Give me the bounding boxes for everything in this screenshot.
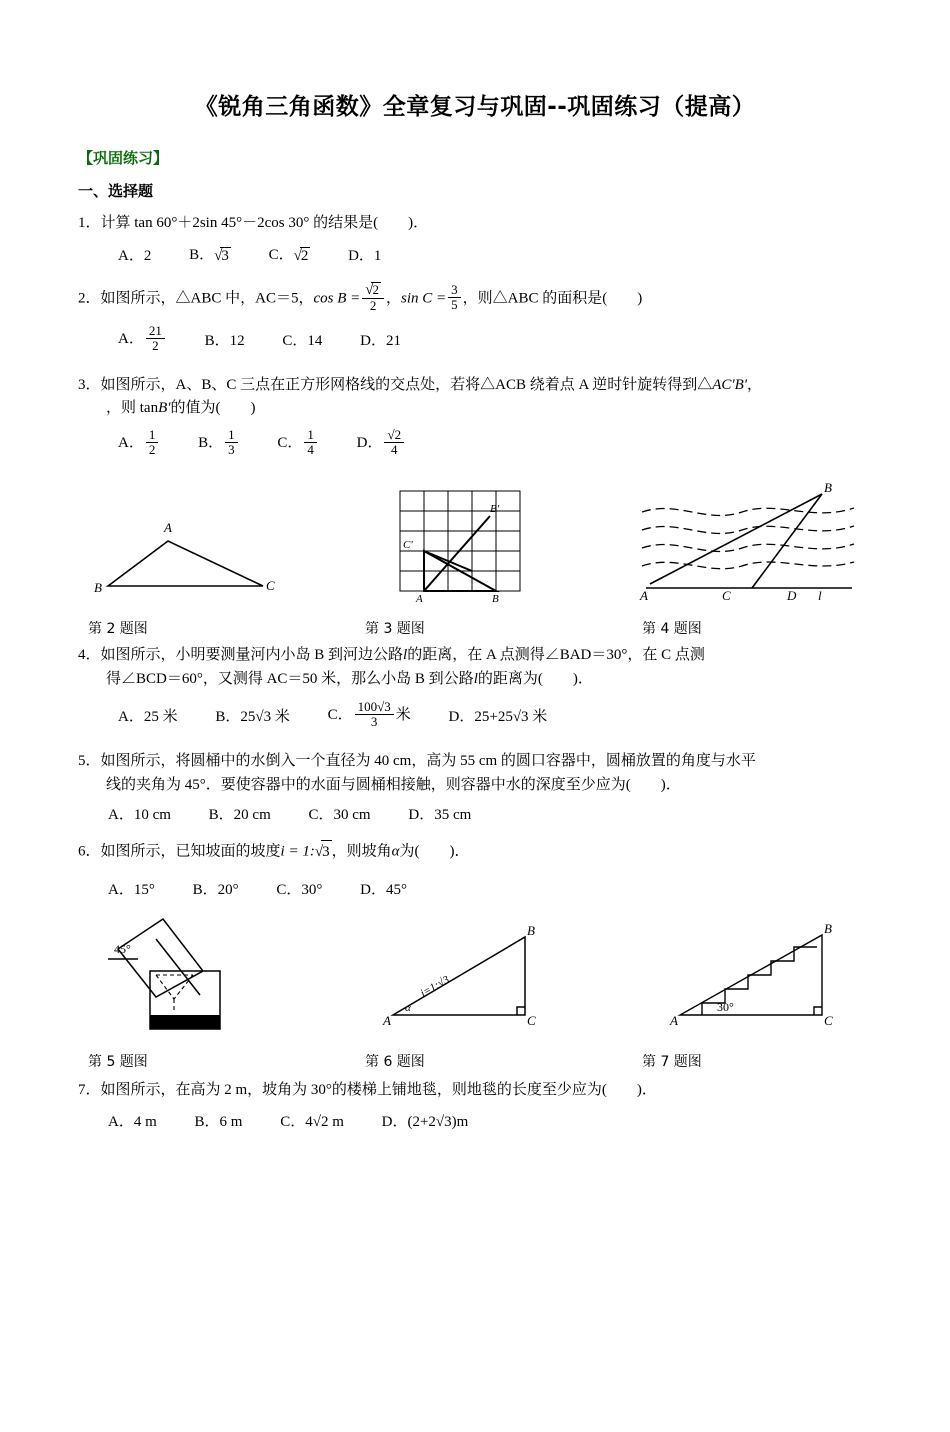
- question-5: [78, 750, 872, 797]
- svg-text:C: C: [722, 588, 731, 604]
- section-heading: 【巩固练习】: [78, 149, 169, 167]
- option-2-c: C．14: [282, 332, 323, 349]
- figure-2-caption: 第 2 题图: [88, 621, 148, 638]
- svg-text:C: C: [266, 578, 275, 594]
- option-5-b: B．20 cm: [208, 806, 271, 823]
- figure-6-caption: 第 6 题图: [365, 1054, 425, 1071]
- option-7-c: C．4√2 m: [280, 1114, 344, 1131]
- option-5-a: A．10 cm: [108, 806, 171, 823]
- option-6-b: B．20°: [192, 882, 239, 899]
- option-2-a: A． $\frac{21}{2}$: [118, 325, 167, 355]
- question-7-text: 如图所示，在高为 2 m，坡角为 30°的楼梯上铺地毯，则地毯的长度至少应为( )．: [100, 1082, 657, 1099]
- svg-text:A: A: [640, 588, 648, 604]
- option-1-d: D．1: [348, 247, 382, 264]
- option-3-c: C． $\frac{1}{4}$: [277, 429, 319, 459]
- option-4-d: D．25+25√3 米: [448, 709, 548, 726]
- figure-captions-row-2: [78, 1043, 872, 1071]
- question-3-text-b: ，则 tan: [106, 400, 159, 417]
- alpha-symbol: α: [391, 843, 400, 860]
- svg-text:A: A: [416, 593, 423, 606]
- option-4-c: C． $\frac{100√3}{3}$ 米: [327, 698, 411, 730]
- option-5-c: C．30 cm: [308, 806, 371, 823]
- figure-captions-row-1: [78, 610, 872, 638]
- svg-text:30°: 30°: [717, 1000, 734, 1015]
- svg-text:B: B: [824, 921, 832, 937]
- figure-5-caption: 第 5 题图: [88, 1054, 148, 1071]
- option-1-a: A．2: [118, 247, 152, 264]
- slope-radicand: 3: [321, 840, 332, 864]
- question-4-number: 4．: [78, 647, 101, 664]
- question-3-number: 3．: [78, 377, 101, 394]
- figure-row-1: [78, 476, 872, 606]
- figure-3-svg: [380, 476, 540, 606]
- question-3: 3．如图所示，A、B、C 三点在正方形网格线的交点处，若将△ACB 绕着点 A 逆时针旋转得到△AC'B'， ，则 tanB'的值为( ): [78, 377, 762, 417]
- question-5-text-b: 线的夹角为 45°．要使容器中的水面与圆桶相接触，则容器中水的深度至少应为( )．: [106, 776, 681, 793]
- svg-text:45°: 45°: [114, 942, 131, 957]
- svg-text:B: B: [824, 480, 832, 496]
- option-7-b: B．6 m: [194, 1114, 243, 1131]
- svg-text:C': C': [403, 539, 413, 552]
- question-5-number: 5．: [78, 753, 101, 770]
- question-3-text-c: 的值为( ): [170, 400, 256, 417]
- question-7-options: [78, 1110, 872, 1131]
- question-1-number: 1．: [78, 215, 101, 231]
- formula-sin-c: sin C =: [400, 290, 447, 307]
- option-1-c: C．√2: [268, 247, 309, 264]
- option-4-a: A．25 米: [118, 709, 178, 726]
- question-3-options: [78, 426, 872, 459]
- question-7: [78, 1079, 872, 1102]
- question-3-triangle-label: AC'B': [712, 377, 747, 394]
- option-2-b: B．12: [204, 332, 245, 349]
- question-4: [78, 644, 872, 691]
- slope-formula: i = 1:: [280, 843, 315, 860]
- svg-text:C: C: [527, 1013, 536, 1029]
- option-2-d: D．21: [360, 332, 401, 349]
- option-5-d: D．35 cm: [408, 806, 472, 823]
- option-3-d: D． $\frac{√2}{4}$: [357, 429, 406, 459]
- question-6-text-c: 为( )．: [399, 843, 470, 860]
- question-1-options: [78, 243, 872, 265]
- figure-4-caption: 第 4 题图: [642, 621, 702, 638]
- question-7-number: 7．: [78, 1082, 101, 1099]
- question-4-line-l: l: [403, 647, 408, 664]
- figure-2: [88, 486, 288, 606]
- figure-6: [375, 919, 565, 1039]
- question-6-text-b: ，则坡角: [331, 843, 392, 860]
- question-4-text-b: 的距离，在 A 点测得∠BAD＝30°，在 C 点测: [407, 647, 705, 664]
- option-6-d: D．45°: [360, 882, 407, 899]
- figure-6-svg: [375, 919, 565, 1039]
- figure-3-caption: 第 3 题图: [365, 621, 425, 638]
- svg-text:D: D: [787, 588, 797, 604]
- question-6-options: [78, 878, 872, 899]
- question-2: 2．如图所示，△ABC 中，AC＝5，cos B = $\frac{√2}{2}$ ，sin C = $\frac{3}{5}$ ，则△ABC 的面积是( ): [78, 281, 643, 314]
- question-4-line-l-2: l: [473, 670, 478, 687]
- figure-2-svg: [88, 486, 288, 606]
- question-2-text-b: ，则△ABC 的面积是( ): [462, 290, 643, 307]
- figure-5-svg: [88, 909, 278, 1039]
- question-5-text-a: 如图所示，将圆桶中的水倒入一个直径为 40 cm，高为 55 cm 的圆口容器中，圆桶放置的角度与水平: [100, 753, 756, 770]
- question-4-options: [78, 698, 872, 731]
- figure-5: [88, 909, 278, 1039]
- option-1-c-radicand: 2: [300, 247, 309, 264]
- question-2-options: [78, 322, 872, 355]
- figure-row-2: [78, 909, 872, 1039]
- sin-c-fraction: $\frac{3}{5}$: [448, 283, 461, 313]
- question-3-angle-label: B': [158, 400, 171, 417]
- question-1-text: 计算 tan 60°＋2sin 45°－2cos 30° 的结果是( )．: [100, 215, 429, 231]
- option-4-b: B．25√3 米: [215, 709, 290, 726]
- question-5-options: [78, 803, 872, 824]
- option-3-b: B． $\frac{1}{3}$: [198, 429, 240, 459]
- svg-text:A: A: [383, 1013, 391, 1029]
- option-6-a: A．15°: [108, 882, 155, 899]
- figure-7-svg: [662, 919, 862, 1039]
- question-2-text-a: 如图所示，△ABC 中，AC＝5，: [100, 290, 314, 307]
- svg-text:B: B: [492, 593, 499, 606]
- question-1: [78, 212, 872, 235]
- option-6-c: C．30°: [276, 882, 323, 899]
- question-6-number: 6．: [78, 843, 101, 860]
- option-1-b: B．√3: [189, 247, 229, 264]
- svg-text:i=1:√3: i=1:√3: [418, 973, 452, 1000]
- svg-text:A: A: [164, 520, 172, 536]
- figure-7-caption: 第 7 题图: [642, 1054, 702, 1071]
- question-2-number: 2．: [78, 290, 101, 307]
- page-title: 《锐角三角函数》全章复习与巩固--巩固练习（提高）: [194, 94, 756, 120]
- question-3-text-a: 如图所示，A、B、C 三点在正方形网格线的交点处，若将△ACB 绕着点 A 逆时针旋转得到△: [100, 377, 713, 394]
- formula-cos-b: cos B =: [313, 290, 361, 307]
- svg-text:α: α: [405, 1002, 411, 1015]
- figure-3: [380, 476, 540, 606]
- question-4-text-a: 如图所示，小明要测量河内小岛 B 到河边公路: [100, 647, 404, 664]
- option-3-a: A． $\frac{1}{2}$: [118, 429, 160, 459]
- figure-4-svg: [632, 476, 862, 606]
- document-page: [0, 88, 950, 1432]
- cos-b-fraction: $\frac{√2}{2}$: [362, 282, 384, 314]
- subsection-heading: 一、选择题: [78, 182, 154, 200]
- option-1-b-radicand: 3: [221, 247, 229, 264]
- figure-4: [632, 476, 862, 606]
- option-7-d: D．(2+2√3)m: [381, 1114, 469, 1131]
- svg-text:B: B: [527, 923, 535, 939]
- svg-text:C: C: [824, 1013, 833, 1029]
- question-4-text-d: 的距离为( )．: [477, 670, 593, 687]
- question-6: 6．如图所示，已知坡面的坡度i = 1:√3 ，则坡角α为( )．: [78, 840, 872, 864]
- svg-text:A: A: [670, 1013, 678, 1029]
- option-7-a: A．4 m: [108, 1114, 157, 1131]
- svg-text:B: B: [94, 580, 102, 596]
- figure-7: [662, 919, 862, 1039]
- svg-text:l: l: [818, 588, 822, 604]
- question-4-text-c: 得∠BCD＝60°，又测得 AC＝50 米，那么小岛 B 到公路: [106, 670, 474, 687]
- question-6-text-a: 如图所示，已知坡面的坡度: [100, 843, 281, 860]
- svg-text:B': B': [490, 503, 500, 516]
